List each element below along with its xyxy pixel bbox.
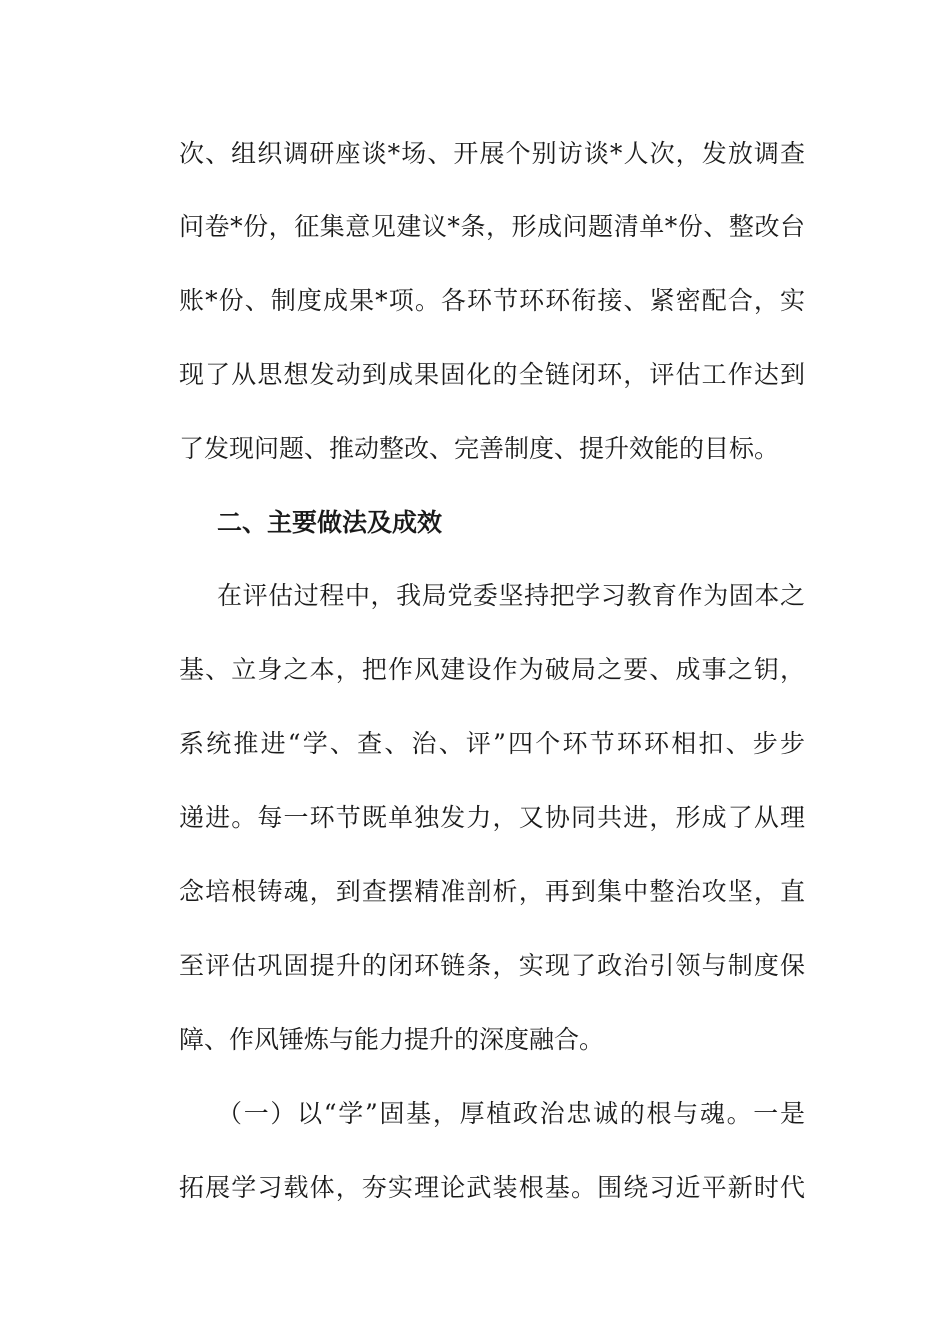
- paragraph-1-line-4: 现了从思想发动到成果固化的全链闭环，评估工作达到: [179, 360, 805, 389]
- section-heading: 二、主要做法及成效: [217, 508, 443, 537]
- paragraph-2-line-4: 递进。每一环节既单独发力，又协同共进，形成了从理: [179, 803, 805, 832]
- paragraph-2-line-7: 障、作风锤炼与能力提升的深度融合。: [179, 1025, 605, 1054]
- paragraph-2-line-1: 在评估过程中，我局党委坚持把学习教育作为固本之: [217, 581, 805, 610]
- paragraph-1-line-2: 问卷*份，征集意见建议*条，形成问题清单*份、整改台: [179, 212, 805, 241]
- paragraph-1-line-5: 了发现问题、推动整改、完善制度、提升效能的目标。: [179, 434, 780, 463]
- paragraph-2-line-5: 念培根铸魂，到查摆精准剖析，再到集中整治攻坚，直: [179, 877, 805, 906]
- paragraph-3-line-2: 拓展学习载体，夯实理论武装根基。围绕习近平新时代: [179, 1173, 805, 1202]
- paragraph-1-line-1: 次、组织调研座谈*场、开展个别访谈*人次，发放调查: [179, 139, 805, 168]
- paragraph-2-line-3: 系统推进“学、查、治、评”四个环节环环相扣、步步: [179, 729, 805, 758]
- paragraph-2-line-6: 至评估巩固提升的闭环链条，实现了政治引领与制度保: [179, 951, 805, 980]
- paragraph-3-line-1: （一）以“学”固基，厚植政治忠诚的根与魂。一是: [217, 1099, 805, 1128]
- paragraph-2-line-2: 基、立身之本，把作风建设作为破局之要、成事之钥，: [179, 655, 805, 684]
- paragraph-1-line-3: 账*份、制度成果*项。各环节环环衔接、紧密配合，实: [179, 286, 805, 315]
